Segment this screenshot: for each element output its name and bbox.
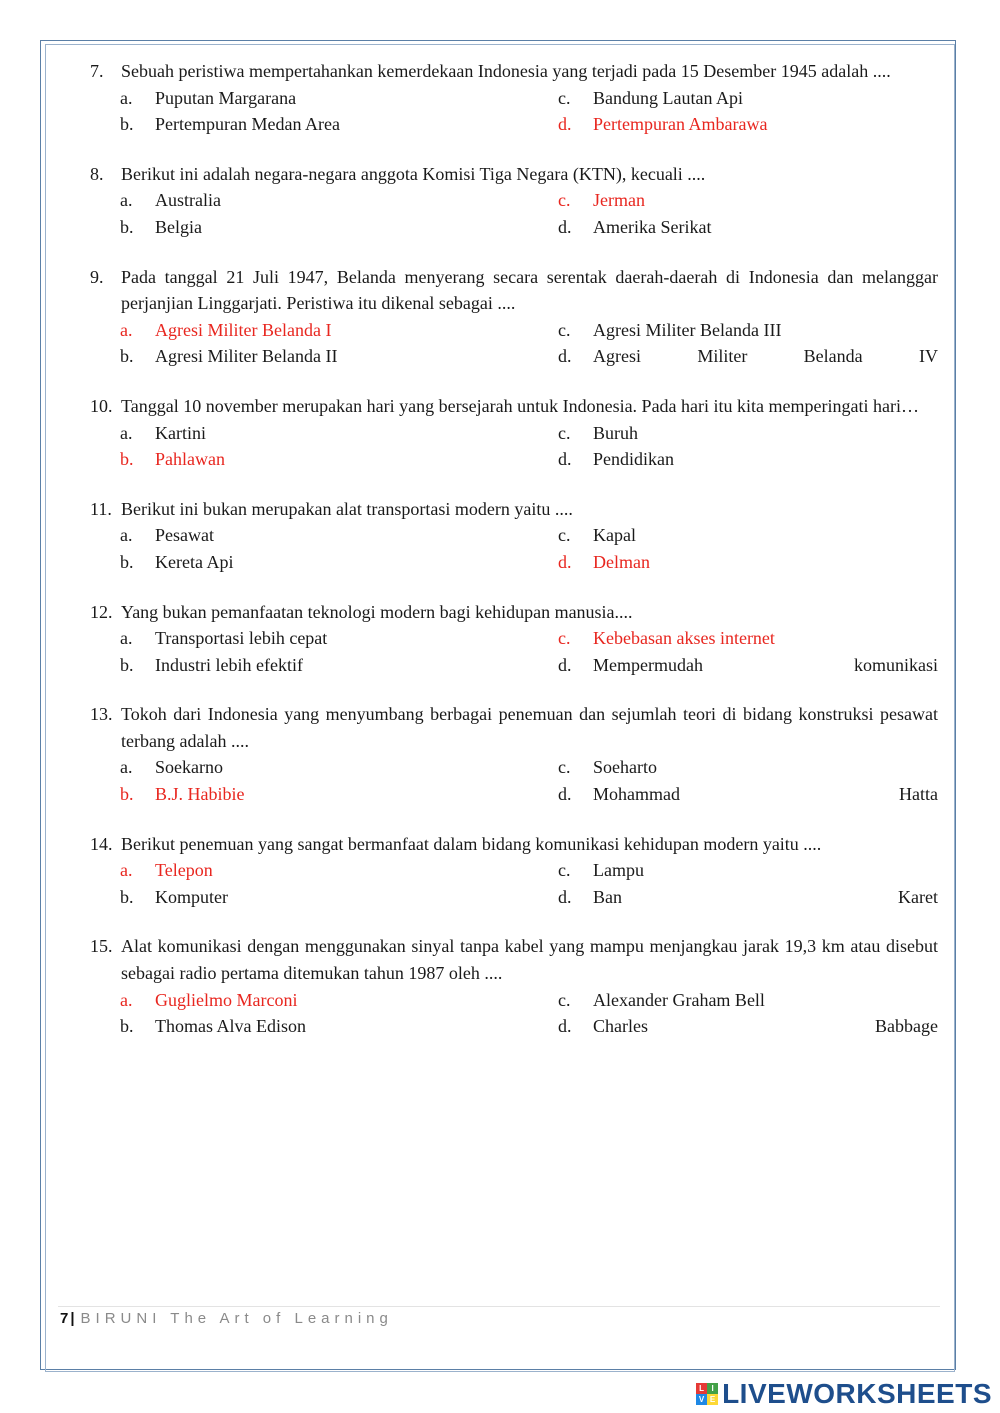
option-text: Soeharto [593,757,657,778]
option-text: Pesawat [155,525,214,546]
question-stem [90,831,938,858]
option-letter: d. [558,886,572,907]
answer-option-d[interactable] [558,781,938,808]
option-word: Militer [697,346,748,367]
option-text: Telepon [155,860,213,881]
answer-option-d[interactable] [558,111,938,138]
option-letter: a. [120,525,133,546]
option-text [593,652,938,679]
option-text: Komputer [155,886,228,907]
option-text: Bandung Lautan Api [593,87,743,108]
option-row [90,781,938,808]
option-text: Australia [155,190,221,211]
answer-option-d[interactable] [558,446,938,473]
option-text: Pertempuran Medan Area [155,114,340,135]
option-letter: a. [120,87,133,108]
option-text: Amerika Serikat [593,216,712,237]
option-row [90,1013,938,1040]
option-letter: d. [558,1016,572,1037]
option-letter: b. [120,784,134,805]
option-row [90,187,938,214]
liveworksheets-logo-icon [696,1383,718,1405]
answer-option-d[interactable] [558,549,938,576]
page-number: 7 [60,1310,69,1327]
question-stem [90,599,938,626]
logo-letter: V [696,1394,707,1405]
option-letter: b. [120,551,134,572]
option-word: IV [918,346,938,367]
answer-option-a[interactable] [90,187,558,214]
page-footer [60,1310,393,1327]
option-text: Belgia [155,216,202,237]
question-text: Berikut ini adalah negara-negara anggota Komisi Tiga Negara (KTN), kecuali .... [121,163,706,184]
answer-option-a[interactable] [90,625,558,652]
option-letter: c. [558,87,571,108]
option-letter: c. [558,628,571,649]
option-row [90,652,938,679]
option-text: Alexander Graham Bell [593,989,765,1010]
question-number: 12. [90,601,113,622]
option-row [90,625,938,652]
question-number: 14. [90,833,113,854]
question-text: Tanggal 10 november merupakan hari yang bersejarah untuk Indonesia. Pada hari itu kita memperingati hari… [121,395,919,416]
answer-option-a[interactable] [90,420,558,447]
option-letter: c. [558,525,571,546]
option-letter: c. [558,860,571,881]
option-text: Soekarno [155,757,223,778]
option-row [90,420,938,447]
answer-option-c[interactable] [558,857,938,884]
answer-option-b[interactable] [90,214,558,241]
option-letter: d. [558,551,572,572]
answer-option-d[interactable] [558,1013,938,1040]
answer-option-c[interactable] [558,522,938,549]
option-word: Mohammad [593,784,680,805]
option-text: Guglielmo Marconi [155,989,298,1010]
option-letter: a. [120,757,133,778]
answer-option-b[interactable] [90,549,558,576]
question-item [90,933,938,1039]
option-letter: d. [558,216,572,237]
answer-option-a[interactable] [90,754,558,781]
question-text: Berikut penemuan yang sangat bermanfaat dalam bidang komunikasi kehidupan modern yaitu .... [121,833,822,854]
question-item [90,831,938,911]
question-text: Yang bukan pemanfaatan teknologi modern bagi kehidupan manusia.... [121,601,633,622]
answer-option-a[interactable] [90,987,558,1014]
logo-letter: L [696,1383,707,1394]
option-letter: c. [558,190,571,211]
option-row [90,754,938,781]
liveworksheets-text: LIVEWORKSHEETS [722,1378,992,1409]
option-text: B.J. Habibie [155,784,245,805]
question-stem [90,58,938,85]
question-item [90,393,938,473]
option-text: Industri lebih efektif [155,654,303,675]
option-letter: a. [120,628,133,649]
footer-divider [58,1306,940,1307]
option-word: Mempermudah [593,654,703,675]
option-letter: b. [120,449,134,470]
answer-option-b[interactable] [90,343,558,370]
answer-option-b[interactable] [90,446,558,473]
answer-option-b[interactable] [90,652,558,679]
question-list [90,58,938,1063]
option-text: Kebebasan akses internet [593,628,775,649]
option-word: Babbage [875,1016,938,1037]
option-word: Karet [898,886,938,907]
question-number: 9. [90,266,104,287]
answer-option-b[interactable] [90,111,558,138]
answer-option-d[interactable] [558,884,938,911]
option-text: Thomas Alva Edison [155,1016,306,1037]
option-text: Buruh [593,422,638,443]
option-letter: d. [558,114,572,135]
answer-option-b[interactable] [90,884,558,911]
option-text [593,1013,938,1040]
footer-separator: | [70,1310,75,1327]
option-text: Agresi Militer Belanda II [155,346,338,367]
answer-option-c[interactable] [558,987,938,1014]
option-letter: a. [120,860,133,881]
option-text [593,884,938,911]
question-stem [90,393,938,420]
question-item [90,599,938,679]
option-row [90,317,938,344]
option-letter: a. [120,319,133,340]
answer-option-a[interactable] [90,317,558,344]
question-number: 15. [90,936,113,957]
answer-option-b[interactable] [90,1013,558,1040]
option-letter: a. [120,422,133,443]
option-row [90,987,938,1014]
question-stem [90,496,938,523]
option-row [90,522,938,549]
option-text [593,343,938,370]
option-letter: b. [120,216,134,237]
option-row [90,85,938,112]
answer-option-c[interactable] [558,317,938,344]
question-text: Tokoh dari Indonesia yang menyumbang berbagai penemuan dan sejumlah teori di bidang konstruksi pesawat terbang adalah .... [121,704,938,751]
option-text: Lampu [593,860,644,881]
question-number: 7. [90,61,104,81]
option-letter: b. [120,1016,134,1037]
logo-letter: I [707,1383,718,1394]
option-text [593,781,938,808]
question-item [90,161,938,241]
option-text: Pertempuran Ambarawa [593,114,768,135]
answer-option-d[interactable] [558,652,938,679]
option-word: Ban [593,886,622,907]
option-letter: c. [558,422,571,443]
question-stem [90,264,938,317]
question-stem [90,161,938,188]
option-letter: b. [120,346,134,367]
question-item [90,58,938,138]
question-number: 13. [90,704,113,725]
option-text: Puputan Margarana [155,87,297,108]
answer-option-d[interactable] [558,214,938,241]
option-letter: d. [558,449,572,470]
question-stem [90,701,938,754]
option-letter: a. [120,190,133,211]
question-item [90,701,938,807]
question-item [90,264,938,370]
footer-brand: BIRUNI The Art of Learning [80,1310,393,1327]
option-word: Belanda [803,346,863,367]
answer-option-c[interactable] [558,754,938,781]
question-text: Pada tanggal 21 Juli 1947, Belanda menyerang secara serentak daerah-daerah di Indonesia dan melanggar perjanjian Linggarjati. Peristiwa itu dikenal sebagai .... [121,266,938,314]
question-text: Sebuah peristiwa mempertahankan kemerdekaan Indonesia yang terjadi pada 15 Desember 1945 adalah .... [121,61,891,81]
question-number: 8. [90,163,104,184]
option-text: Kereta Api [155,551,234,572]
answer-option-c[interactable] [558,625,938,652]
option-text: Agresi Militer Belanda I [155,319,332,340]
answer-option-b[interactable] [90,781,558,808]
option-letter: c. [558,319,571,340]
answer-option-c[interactable] [558,187,938,214]
option-row [90,549,938,576]
answer-option-c[interactable] [558,420,938,447]
option-letter: d. [558,654,572,675]
question-text: Alat komunikasi dengan menggunakan sinyal tanpa kabel yang mampu menjangkau jarak 19,3 km atau disebut sebagai radio pertama ditemukan tahun 1987 oleh .... [121,936,938,984]
option-letter: c. [558,757,571,778]
answer-option-a[interactable] [90,85,558,112]
option-text: Delman [593,551,650,572]
option-row [90,343,938,370]
option-row [90,214,938,241]
option-text: Agresi Militer Belanda III [593,319,782,340]
option-text: Kapal [593,525,636,546]
option-word: Charles [593,1016,648,1037]
question-item [90,496,938,576]
option-word: komunikasi [854,654,938,675]
option-text: Pahlawan [155,449,225,470]
option-letter: b. [120,654,134,675]
option-letter: c. [558,989,571,1010]
option-letter: d. [558,346,572,367]
option-letter: b. [120,886,134,907]
answer-option-c[interactable] [558,85,938,112]
question-stem [90,933,938,986]
option-letter: b. [120,114,134,135]
option-word: Hatta [899,784,938,805]
question-text: Berikut ini bukan merupakan alat transportasi modern yaitu .... [121,498,573,519]
option-text: Kartini [155,422,206,443]
option-text: Transportasi lebih cepat [155,628,328,649]
option-row [90,446,938,473]
option-row [90,884,938,911]
option-letter: d. [558,784,572,805]
answer-option-a[interactable] [90,522,558,549]
option-letter: a. [120,989,133,1010]
answer-option-a[interactable] [90,857,558,884]
option-text: Jerman [593,190,645,211]
question-number: 10. [90,395,113,416]
option-row [90,857,938,884]
liveworksheets-watermark[interactable] [696,1378,992,1410]
option-row [90,111,938,138]
logo-letter: E [707,1394,718,1405]
option-word: Agresi [593,346,641,367]
answer-option-d[interactable] [558,343,938,370]
option-text: Pendidikan [593,449,674,470]
question-number: 11. [90,498,112,519]
